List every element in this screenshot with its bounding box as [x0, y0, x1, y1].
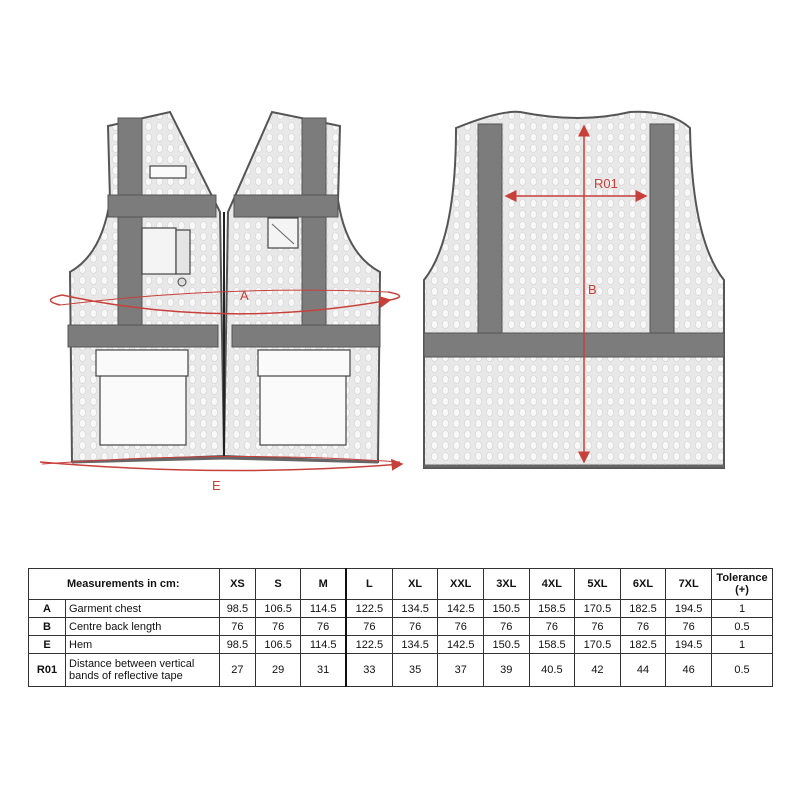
size-header: S	[255, 569, 301, 600]
front-left-lower-pocket	[96, 350, 188, 445]
size-header: 3XL	[484, 569, 530, 600]
table-row	[29, 600, 773, 618]
measurements-header: Measurements in cm:	[29, 569, 220, 600]
size-value: 150.5	[484, 636, 530, 654]
size-value: 170.5	[575, 636, 621, 654]
table-header-row	[29, 569, 773, 600]
size-value: 194.5	[666, 600, 712, 618]
size-value: 76	[666, 618, 712, 636]
size-value: 76	[438, 618, 484, 636]
size-value: 134.5	[392, 600, 438, 618]
tolerance-value: 0.5	[712, 618, 773, 636]
size-value: 194.5	[666, 636, 712, 654]
size-value: 114.5	[301, 636, 346, 654]
size-value: 42	[575, 654, 621, 687]
size-header: L	[346, 569, 392, 600]
chest-label: A	[240, 288, 249, 303]
id-badge-holder	[150, 166, 186, 178]
size-value: 44	[620, 654, 666, 687]
front-left-upper-band	[108, 195, 216, 217]
back-length-label: B	[588, 282, 597, 297]
size-value: 33	[346, 654, 392, 687]
size-value: 76	[301, 618, 346, 636]
tolerance-value: 0.5	[712, 654, 773, 687]
size-value: 76	[392, 618, 438, 636]
front-right-vertical-band	[302, 118, 326, 328]
measurement-description: Garment chest	[66, 600, 220, 618]
size-value: 122.5	[346, 600, 392, 618]
back-right-vertical-band	[650, 124, 674, 334]
front-right-waist-band	[232, 325, 380, 347]
size-value: 142.5	[438, 600, 484, 618]
measurement-description: Distance between vertical bands of reflective tape	[66, 654, 220, 687]
size-header: XL	[392, 569, 438, 600]
badge-window-pocket	[268, 218, 298, 248]
front-left-waist-band	[68, 325, 218, 347]
measurement-description: Centre back length	[66, 618, 220, 636]
front-left-vertical-band	[118, 118, 142, 328]
size-value: 114.5	[301, 600, 346, 618]
size-value: 182.5	[620, 600, 666, 618]
size-value: 150.5	[484, 600, 530, 618]
tolerance-value: 1	[712, 600, 773, 618]
size-value: 76	[529, 618, 575, 636]
back-waist-band	[424, 333, 724, 357]
size-value: 39	[484, 654, 530, 687]
size-value: 122.5	[346, 636, 392, 654]
size-value: 158.5	[529, 600, 575, 618]
size-value: 35	[392, 654, 438, 687]
size-chart-table	[28, 568, 773, 687]
size-value: 106.5	[255, 600, 301, 618]
size-header: 7XL	[666, 569, 712, 600]
size-value: 170.5	[575, 600, 621, 618]
size-header: M	[301, 569, 346, 600]
measurement-code: E	[29, 636, 66, 654]
size-value: 37	[438, 654, 484, 687]
hem-label: E	[212, 478, 221, 493]
size-value: 76	[346, 618, 392, 636]
size-value: 31	[301, 654, 346, 687]
size-header: 5XL	[575, 569, 621, 600]
table-row	[29, 636, 773, 654]
measurement-code: R01	[29, 654, 66, 687]
table-row	[29, 618, 773, 636]
size-value: 29	[255, 654, 301, 687]
size-header: 6XL	[620, 569, 666, 600]
tolerance-value: 1	[712, 636, 773, 654]
front-vest-view	[40, 112, 402, 493]
table-row	[29, 654, 773, 687]
back-vest-view	[424, 112, 724, 468]
size-value: 142.5	[438, 636, 484, 654]
size-value: 106.5	[255, 636, 301, 654]
size-value: 134.5	[392, 636, 438, 654]
size-value: 98.5	[220, 600, 256, 618]
measurement-code: B	[29, 618, 66, 636]
band-distance-label: R01	[594, 176, 618, 191]
tolerance-header: Tolerance (+)	[712, 569, 773, 600]
size-value: 76	[620, 618, 666, 636]
size-value: 46	[666, 654, 712, 687]
front-right-upper-band	[234, 195, 338, 217]
size-value: 76	[575, 618, 621, 636]
size-value: 76	[220, 618, 256, 636]
back-panel	[424, 112, 724, 468]
size-value: 98.5	[220, 636, 256, 654]
size-header: 4XL	[529, 569, 575, 600]
size-value: 40.5	[529, 654, 575, 687]
size-header: XXL	[438, 569, 484, 600]
front-right-lower-pocket	[258, 350, 350, 445]
size-value: 182.5	[620, 636, 666, 654]
size-value: 158.5	[529, 636, 575, 654]
measurement-code: A	[29, 600, 66, 618]
size-header: XS	[220, 569, 256, 600]
back-left-vertical-band	[478, 124, 502, 334]
size-value: 76	[484, 618, 530, 636]
size-value: 76	[255, 618, 301, 636]
size-value: 27	[220, 654, 256, 687]
measurement-description: Hem	[66, 636, 220, 654]
